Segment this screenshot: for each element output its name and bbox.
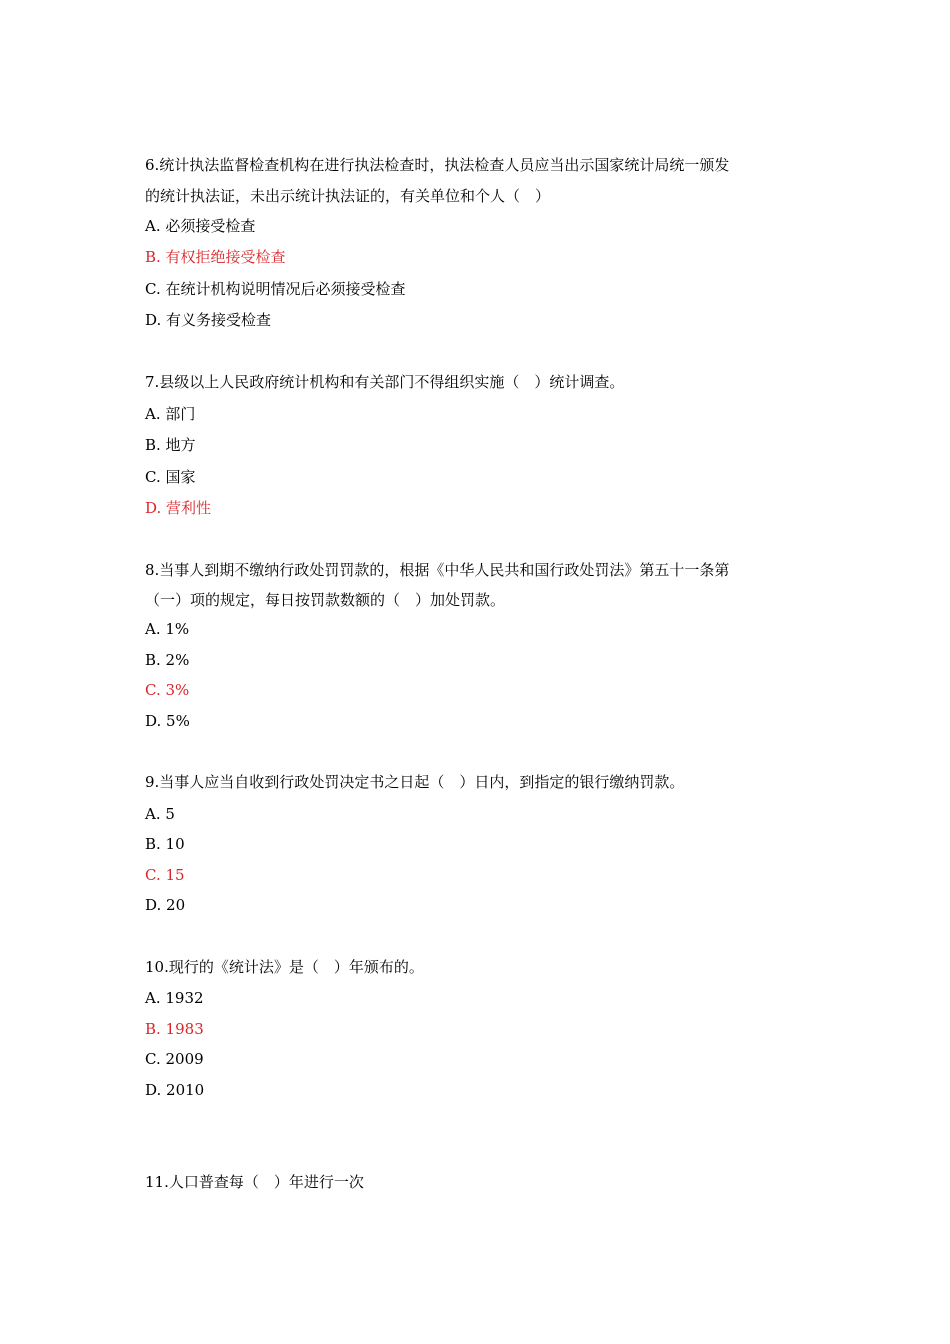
question-7-option-a: A. 部门 (145, 405, 196, 423)
question-8-option-c: C. 3% (145, 681, 190, 699)
question-9-option-b: B. 10 (145, 835, 185, 853)
question-11-stem-line-1: 11.人口普查每（ ）年进行一次 (145, 1173, 364, 1191)
question-10-option-c: C. 2009 (145, 1050, 204, 1068)
question-8-option-d: D. 5% (145, 712, 190, 730)
question-10-option-b: B. 1983 (145, 1020, 204, 1038)
question-6-stem-line-1: 6.统计执法监督检查机构在进行执法检查时，执法检查人员应当出示国家统计局统一颁发 (145, 156, 730, 174)
question-10-stem-line-1: 10.现行的《统计法》是（ ）年颁布的。 (145, 958, 424, 976)
question-10-option-d: D. 2010 (145, 1081, 205, 1099)
question-6-option-d: D. 有义务接受检查 (145, 311, 272, 329)
question-7-option-c: C. 国家 (145, 468, 196, 486)
question-6-stem-line-2: 的统计执法证，未出示统计执法证的，有关单位和个人（ ） (145, 187, 551, 205)
question-9-option-a: A. 5 (145, 805, 175, 823)
question-8-stem-line-1: 8.当事人到期不缴纳行政处罚罚款的，根据《中华人民共和国行政处罚法》第五十一条第 (145, 561, 730, 579)
question-6-option-b: B. 有权拒绝接受检查 (145, 248, 286, 266)
question-8-option-a: A. 1% (145, 620, 190, 638)
question-8-option-b: B. 2% (145, 651, 190, 669)
question-10-option-a: A. 1932 (145, 989, 204, 1007)
question-7-option-d: D. 营利性 (145, 499, 212, 517)
question-6-option-c: C. 在统计机构说明情况后必须接受检查 (145, 280, 406, 298)
question-8-stem-line-2: （一）项的规定，每日按罚款数额的（ ）加处罚款。 (145, 591, 506, 609)
question-9-option-c: C. 15 (145, 866, 185, 884)
question-9-option-d: D. 20 (145, 896, 186, 914)
question-9-stem-line-1: 9.当事人应当自收到行政处罚决定书之日起（ ）日内，到指定的银行缴纳罚款。 (145, 773, 685, 791)
question-7-option-b: B. 地方 (145, 436, 196, 454)
question-6-option-a: A. 必须接受检查 (145, 217, 256, 235)
question-7-stem-line-1: 7.县级以上人民政府统计机构和有关部门不得组织实施（ ）统计调查。 (145, 373, 625, 391)
